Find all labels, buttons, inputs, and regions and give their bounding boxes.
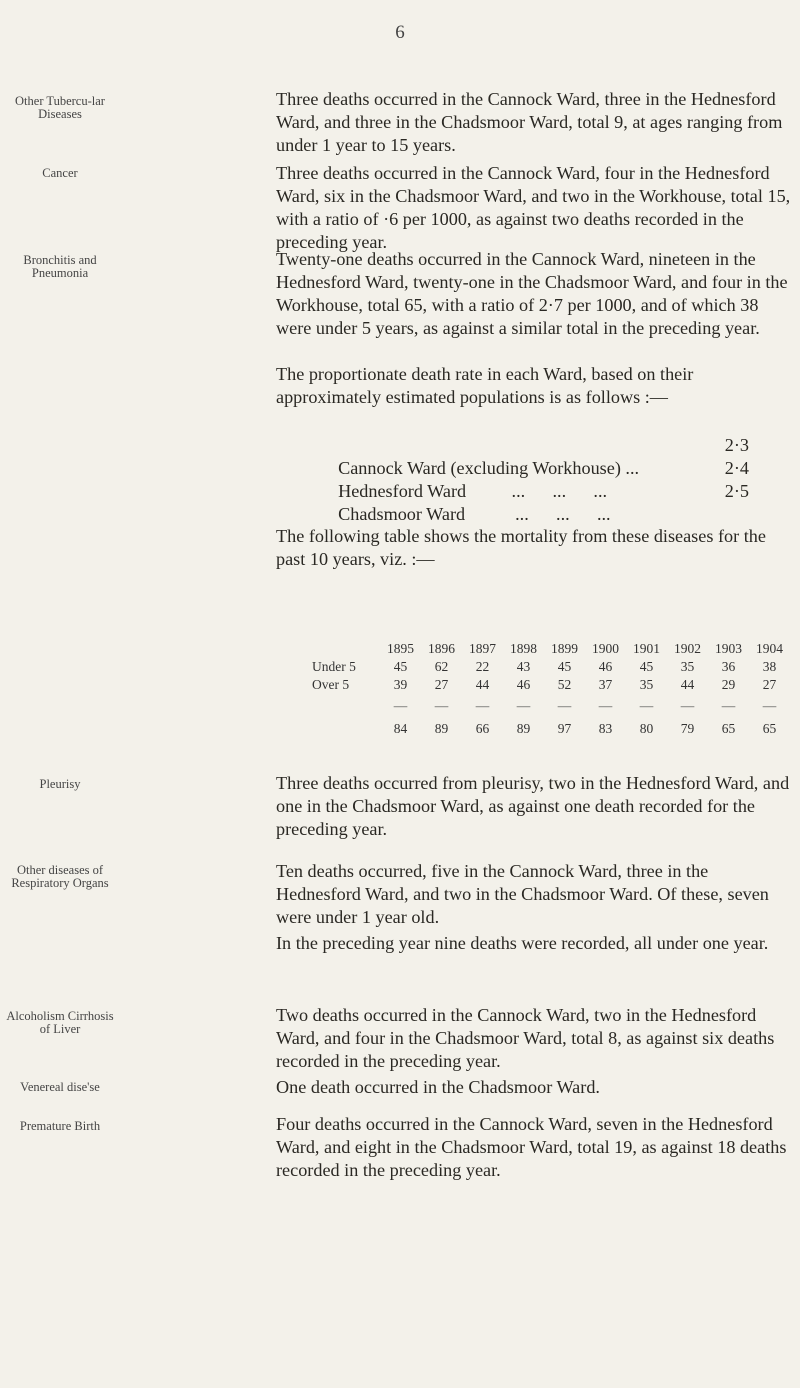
year-header: 1904: [756, 641, 783, 656]
row-label: Under 5: [312, 659, 356, 674]
row-label: [312, 718, 380, 740]
table-cell: 35: [680, 659, 695, 674]
dash-cell: —: [680, 698, 695, 713]
ward-rate: 2·3: [724, 435, 749, 455]
table-cell: 36: [721, 659, 736, 674]
dash-cell: —: [475, 698, 490, 713]
para-alcoholism: Two deaths occurred in the Cannock Ward, two in the Hednesford Ward, and four in the Chadsmoor Ward, total 8, as against six deaths recorded in the preceding year.: [276, 1005, 775, 1071]
margin-label-cancer: Cancer: [42, 166, 78, 180]
ward-name: Hednesford Ward ... ... ...: [338, 481, 608, 501]
table-cell: 38: [762, 659, 777, 674]
para-respiratory: Ten deaths occurred, five in the Cannock Ward, three in the Hednesford Ward, and two in the Chadsmoor Ward. Of these, seven were under 1 year old.: [276, 861, 769, 927]
margin-label-pleurisy: Pleurisy: [39, 777, 81, 791]
para-cancer: Three deaths occurred in the Cannock Ward, four in the Hednesford Ward, six in the Chadsmoor Ward, and two in the Workhouse, total 15, with a ratio of ·6 per 1000, as against two deaths recorded in the preceding year.: [276, 163, 791, 252]
year-header: 1898: [510, 641, 537, 656]
dash-cell: —: [721, 698, 736, 713]
margin-label-respiratory: Other diseases of Respiratory Organs: [11, 863, 109, 890]
dash-cell: —: [639, 698, 654, 713]
mortality-table: [312, 640, 790, 740]
row-label: Over 5: [312, 677, 350, 692]
dash-cell: —: [393, 698, 408, 713]
table-cell: 62: [434, 659, 449, 674]
table-cell: 37: [598, 677, 613, 692]
total-cell: 89: [516, 721, 531, 736]
total-cell: 84: [393, 721, 408, 736]
table-cell: 29: [721, 677, 736, 692]
dash-cell: —: [557, 698, 572, 713]
total-cell: 83: [598, 721, 613, 736]
ward-row: [329, 480, 749, 526]
table-cell: 43: [516, 659, 531, 674]
year-header: 1897: [469, 641, 496, 656]
table-cell: 45: [639, 659, 654, 674]
para-preceding-year: In the preceding year nine deaths were recorded, all under one year.: [276, 933, 769, 953]
margin-label-bronchitis: Bronchitis and Pneumonia: [23, 253, 97, 280]
para-following-table: The following table shows the mortality from these diseases for the past 10 years, viz. :—: [276, 526, 766, 569]
year-header: 1901: [633, 641, 660, 656]
para-pleurisy: Three deaths occurred from pleurisy, two in the Hednesford Ward, and one in the Chadsmoor Ward, as against one death recorded for the preceding year.: [276, 773, 790, 839]
year-header: 1902: [674, 641, 701, 656]
margin-label-alcoholism: Alcoholism Cirrhosis of Liver: [6, 1009, 114, 1036]
table-cell: 39: [393, 677, 408, 692]
table-cell: 46: [598, 659, 613, 674]
year-header: 1903: [715, 641, 742, 656]
dash-cell: —: [516, 698, 531, 713]
dash-cell: —: [762, 698, 777, 713]
total-cell: 80: [639, 721, 654, 736]
ward-name: Cannock Ward (excluding Workhouse) ...: [338, 458, 640, 478]
table-cell: 22: [475, 659, 490, 674]
margin-label-venereal: Venereal dise'se: [20, 1080, 100, 1094]
ward-rate: 2·4: [724, 458, 749, 478]
total-cell: 97: [557, 721, 572, 736]
dash-cell: —: [434, 698, 449, 713]
table-row-under-5: [312, 658, 790, 676]
table-total-row: [312, 718, 790, 740]
year-header: 1895: [387, 641, 414, 656]
year-header: 1899: [551, 641, 578, 656]
margin-label-tubercular: Other Tubercu-lar Diseases: [15, 94, 105, 121]
total-cell: 65: [721, 721, 736, 736]
table-cell: 52: [557, 677, 572, 692]
total-cell: 66: [475, 721, 490, 736]
year-header: 1900: [592, 641, 619, 656]
margin-label-premature: Premature Birth: [19, 1119, 101, 1133]
table-cell: 45: [393, 659, 408, 674]
year-header: 1896: [428, 641, 455, 656]
table-row-over-5: [312, 676, 790, 694]
row-label: [312, 694, 380, 718]
para-tubercular: Three deaths occurred in the Cannock Ward, three in the Hednesford Ward, and three in the Chadsmoor Ward, total 9, at ages ranging from under 1 year to 15 years.: [276, 89, 783, 155]
para-premature: Four deaths occurred in the Cannock Ward, seven in the Hednesford Ward, and eight in the Chadsmoor Ward, total 19, as against 18 deaths recorded in the preceding year.: [276, 1114, 787, 1180]
total-cell: 65: [762, 721, 777, 736]
table-cell: 46: [516, 677, 531, 692]
table-cell: 27: [434, 677, 449, 692]
ward-name: Chadsmoor Ward ... ... ...: [338, 504, 611, 524]
table-cell: 45: [557, 659, 572, 674]
total-cell: 79: [680, 721, 695, 736]
page-number: 6: [395, 22, 405, 43]
table-cell: 27: [762, 677, 777, 692]
table-cell: 35: [639, 677, 654, 692]
para-venereal: One death occurred in the Chadsmoor Ward.: [276, 1077, 600, 1097]
para-bronchitis: Twenty-one deaths occurred in the Cannock Ward, nineteen in the Hednesford Ward, twenty-one in the Chadsmoor Ward, and four in the Workhouse, total 65, with a ratio of 2·7 per 1000, and of which 38 were under 5 years, as against a similar total in the preceding year.: [276, 249, 788, 338]
table-cell: 44: [680, 677, 695, 692]
table-cell: 44: [475, 677, 490, 692]
table-dash-row: [312, 694, 790, 718]
ward-rate: 2·5: [724, 481, 749, 501]
total-cell: 89: [434, 721, 449, 736]
dash-cell: —: [598, 698, 613, 713]
para-proportionate: The proportionate death rate in each Ward, based on their approximately estimated populations is as follows :—: [276, 364, 694, 407]
table-corner: [312, 640, 380, 658]
table-header-row: [312, 640, 790, 658]
